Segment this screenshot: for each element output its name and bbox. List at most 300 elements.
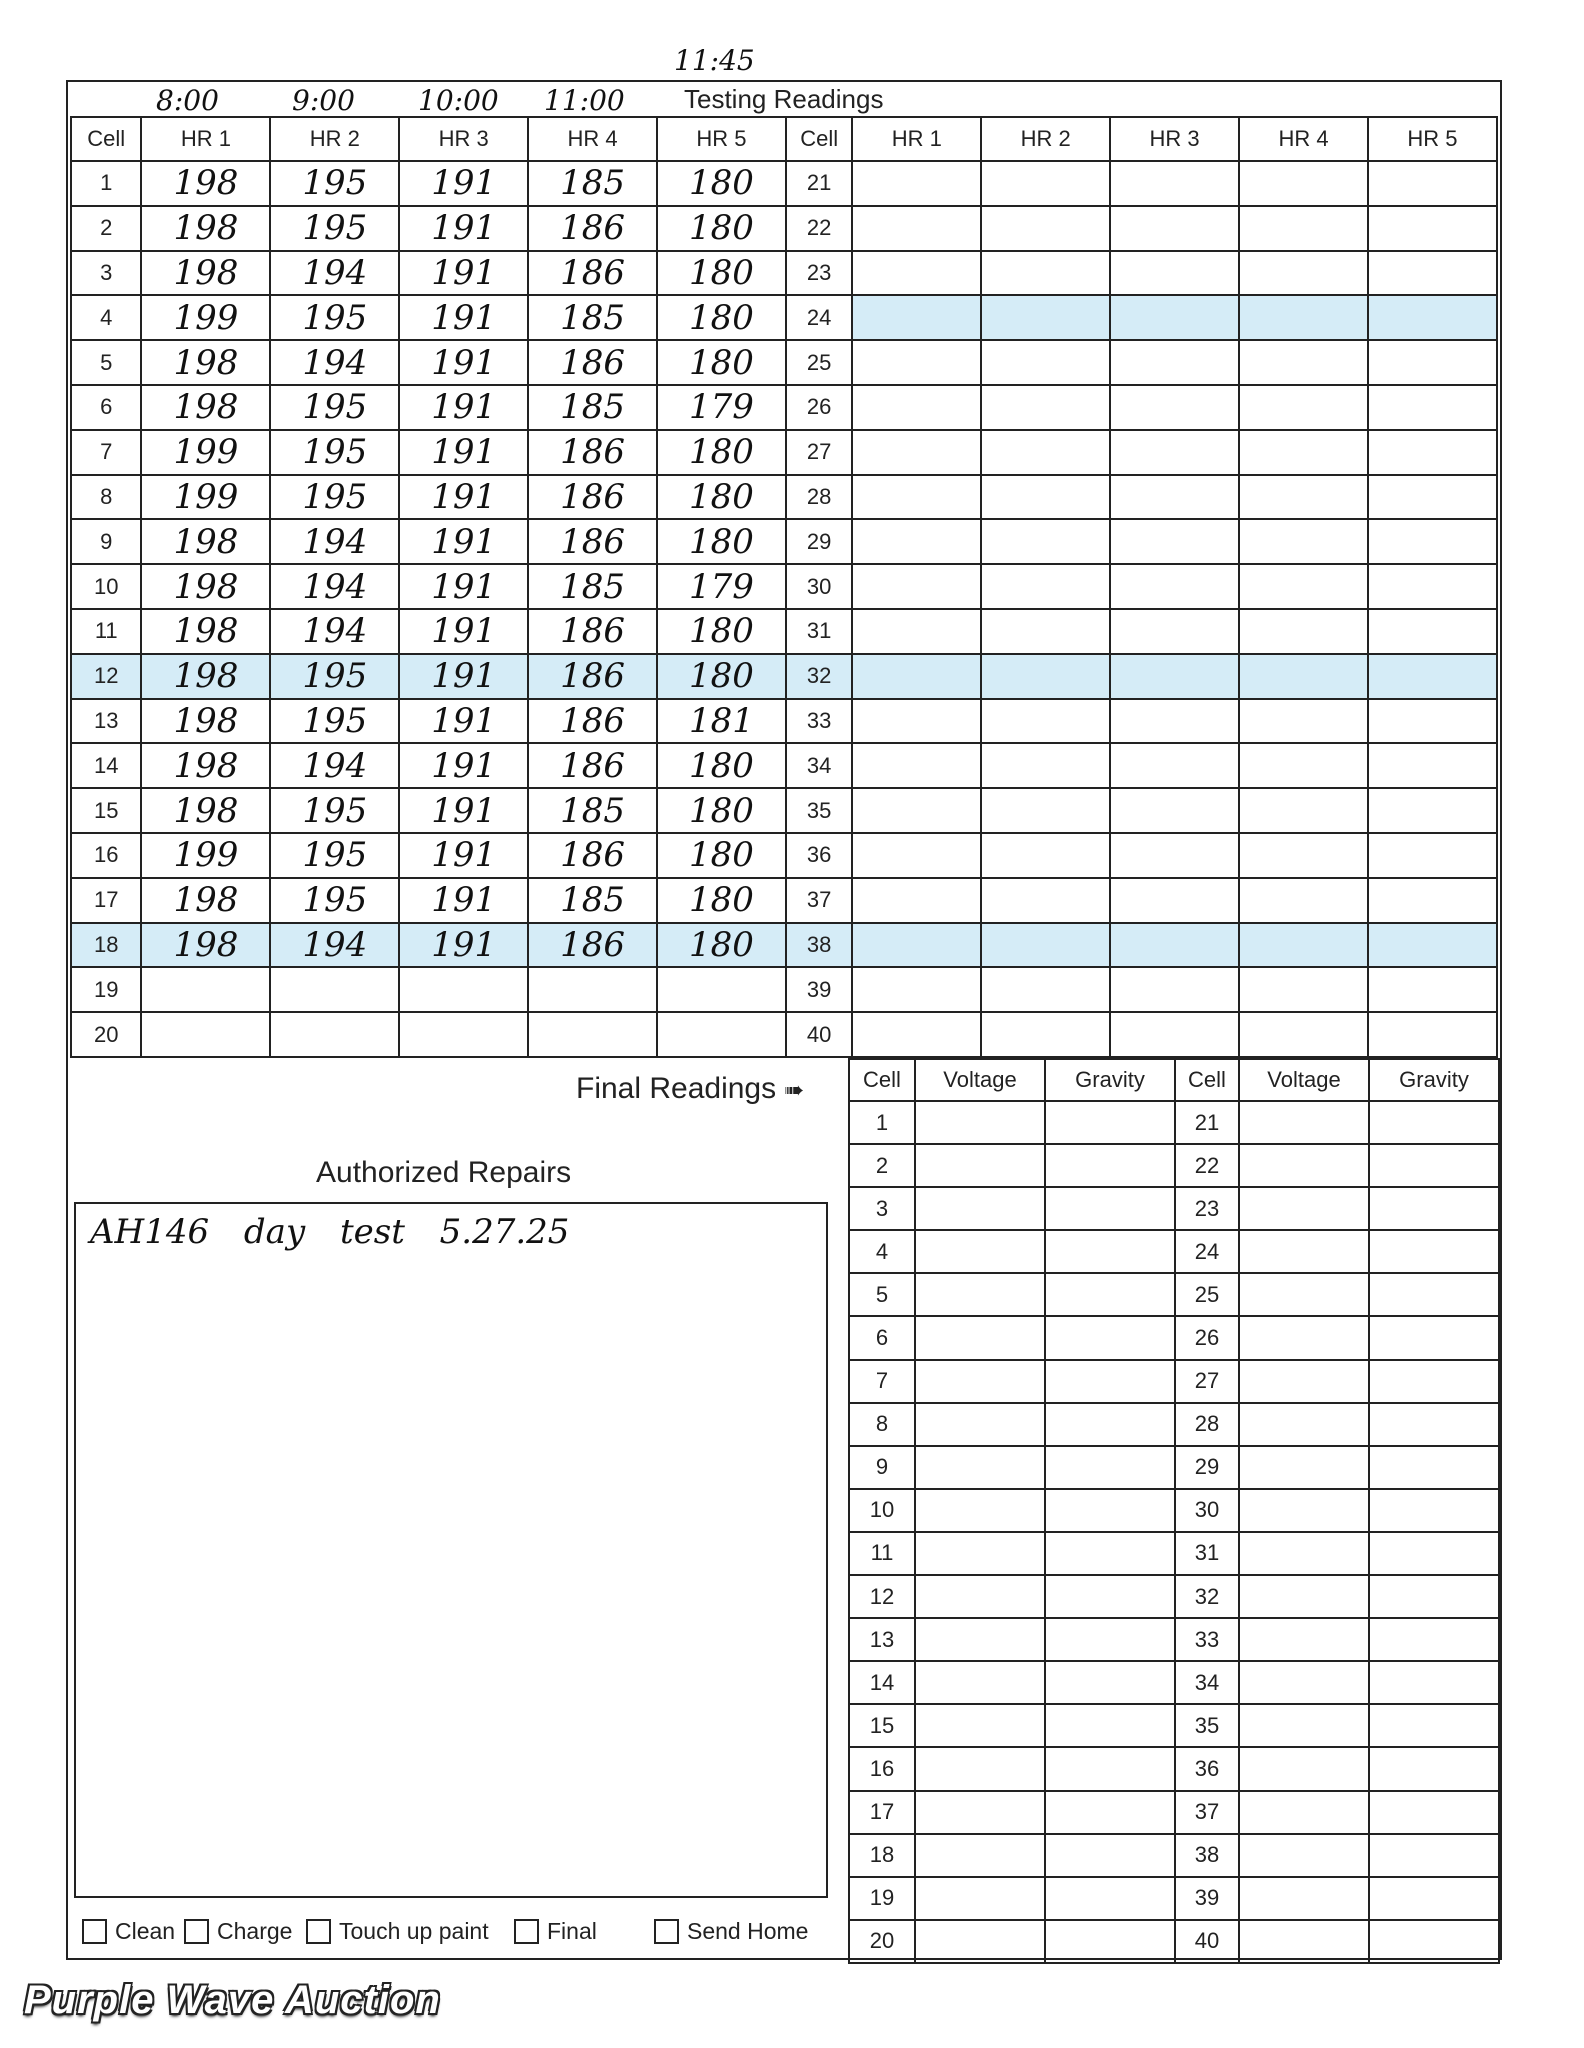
cell-number: 8 — [71, 475, 141, 520]
cell-number: 24 — [1175, 1230, 1239, 1273]
gravity-cell — [1045, 1575, 1175, 1618]
table-row — [849, 1360, 1499, 1403]
reading-value: 194 — [270, 609, 399, 654]
reading-value: 198 — [141, 743, 270, 788]
empty-reading — [852, 206, 981, 251]
empty-reading — [1110, 788, 1239, 833]
column-header: HR 1 — [852, 117, 981, 161]
gravity-cell — [1369, 1532, 1499, 1575]
reading-value: 180 — [657, 923, 786, 968]
empty-reading — [1239, 967, 1368, 1012]
table-row — [849, 1618, 1499, 1661]
voltage-cell — [1239, 1618, 1369, 1661]
voltage-cell — [915, 1360, 1045, 1403]
time-hr1: 8:00 — [156, 84, 219, 117]
table-row — [849, 1920, 1499, 1963]
empty-reading — [852, 340, 981, 385]
empty-reading — [852, 609, 981, 654]
cell-number: 14 — [849, 1661, 915, 1704]
cell-number: 16 — [849, 1747, 915, 1790]
voltage-cell — [1239, 1273, 1369, 1316]
empty-reading — [1110, 878, 1239, 923]
empty-reading — [1110, 654, 1239, 699]
cell-number: 38 — [1175, 1834, 1239, 1877]
reading-value: 198 — [141, 564, 270, 609]
column-header: Cell — [1175, 1059, 1239, 1101]
empty-reading — [1239, 609, 1368, 654]
column-header: HR 5 — [657, 117, 786, 161]
reading-value: 191 — [399, 519, 528, 564]
checkbox-send-home[interactable] — [654, 1918, 808, 1945]
voltage-cell — [1239, 1187, 1369, 1230]
voltage-cell — [915, 1618, 1045, 1661]
cell-number: 11 — [71, 609, 141, 654]
voltage-cell — [1239, 1575, 1369, 1618]
empty-reading — [981, 654, 1110, 699]
reading-value — [399, 967, 528, 1012]
table-row — [71, 788, 1497, 833]
empty-reading — [1368, 878, 1497, 923]
table-row — [849, 1144, 1499, 1187]
empty-reading — [1368, 923, 1497, 968]
table-row — [849, 1101, 1499, 1144]
column-header: Voltage — [1239, 1059, 1369, 1101]
voltage-cell — [915, 1403, 1045, 1446]
voltage-cell — [1239, 1446, 1369, 1489]
empty-reading — [1368, 519, 1497, 564]
checkbox-square-icon[interactable] — [82, 1919, 107, 1944]
reading-value: 191 — [399, 654, 528, 699]
empty-reading — [1368, 609, 1497, 654]
checkbox-label: Final — [547, 1918, 597, 1944]
empty-reading — [852, 878, 981, 923]
empty-reading — [1239, 340, 1368, 385]
column-header: Cell — [786, 117, 852, 161]
empty-reading — [1368, 430, 1497, 475]
empty-reading — [1239, 878, 1368, 923]
gravity-cell — [1045, 1618, 1175, 1661]
column-header: Cell — [849, 1059, 915, 1101]
checkbox-square-icon[interactable] — [306, 1919, 331, 1944]
gravity-cell — [1045, 1747, 1175, 1790]
cell-number: 30 — [1175, 1489, 1239, 1532]
reading-value: 194 — [270, 743, 399, 788]
final-header-row — [849, 1059, 1499, 1101]
reading-value: 181 — [657, 699, 786, 744]
table-row — [71, 878, 1497, 923]
voltage-cell — [915, 1101, 1045, 1144]
empty-reading — [981, 161, 1110, 206]
gravity-cell — [1045, 1403, 1175, 1446]
empty-reading — [1368, 340, 1497, 385]
empty-reading — [1368, 833, 1497, 878]
empty-reading — [981, 878, 1110, 923]
authorized-repairs-box — [74, 1202, 828, 1898]
cell-number: 15 — [849, 1704, 915, 1747]
cell-number: 2 — [849, 1144, 915, 1187]
testing-readings-title: Testing Readings — [684, 84, 884, 114]
voltage-cell — [915, 1834, 1045, 1877]
reading-value: 194 — [270, 519, 399, 564]
reading-value — [399, 1012, 528, 1057]
time-hr3: 10:00 — [418, 84, 499, 117]
empty-reading — [1110, 475, 1239, 520]
reading-value: 186 — [528, 251, 657, 296]
empty-reading — [852, 833, 981, 878]
voltage-cell — [1239, 1834, 1369, 1877]
table-row — [71, 295, 1497, 340]
empty-reading — [1368, 161, 1497, 206]
table-row — [71, 1012, 1497, 1057]
reading-value: 180 — [657, 340, 786, 385]
empty-reading — [852, 654, 981, 699]
reading-value: 180 — [657, 788, 786, 833]
empty-reading — [852, 743, 981, 788]
reading-value: 195 — [270, 430, 399, 475]
checkbox-square-icon[interactable] — [654, 1919, 679, 1944]
final-readings-label: Final Readings — [576, 1072, 777, 1105]
voltage-cell — [915, 1575, 1045, 1618]
reading-value: 185 — [528, 878, 657, 923]
checkbox-square-icon[interactable] — [514, 1919, 539, 1944]
empty-reading — [1368, 654, 1497, 699]
time-hr4: 11:00 — [544, 84, 625, 117]
empty-reading — [1110, 430, 1239, 475]
reading-value: 195 — [270, 295, 399, 340]
checkbox-clean[interactable] — [82, 1918, 175, 1945]
empty-reading — [852, 430, 981, 475]
empty-reading — [981, 1012, 1110, 1057]
empty-reading — [981, 609, 1110, 654]
empty-reading — [1110, 923, 1239, 968]
reading-value: 191 — [399, 206, 528, 251]
cell-number: 23 — [786, 251, 852, 296]
reading-value: 185 — [528, 788, 657, 833]
gravity-cell — [1369, 1618, 1499, 1661]
voltage-cell — [915, 1230, 1045, 1273]
checkbox-charge[interactable] — [184, 1918, 292, 1945]
gravity-cell — [1369, 1920, 1499, 1963]
reading-value: 191 — [399, 385, 528, 430]
reading-value: 180 — [657, 206, 786, 251]
reading-value: 186 — [528, 833, 657, 878]
reading-value — [141, 967, 270, 1012]
empty-reading — [852, 385, 981, 430]
cell-number: 12 — [849, 1575, 915, 1618]
gravity-cell — [1045, 1877, 1175, 1920]
reading-value: 191 — [399, 161, 528, 206]
cell-number: 31 — [786, 609, 852, 654]
empty-reading — [981, 833, 1110, 878]
empty-reading — [1110, 340, 1239, 385]
gravity-cell — [1369, 1489, 1499, 1532]
testing-readings-table — [70, 116, 1498, 1058]
reading-value: 194 — [270, 923, 399, 968]
reading-value: 199 — [141, 833, 270, 878]
table-row — [849, 1747, 1499, 1790]
reading-value: 199 — [141, 475, 270, 520]
reading-value: 185 — [528, 295, 657, 340]
time-header-row — [68, 82, 1500, 117]
reading-value — [270, 1012, 399, 1057]
empty-reading — [1239, 654, 1368, 699]
gravity-cell — [1045, 1791, 1175, 1834]
gravity-cell — [1369, 1834, 1499, 1877]
empty-reading — [1368, 967, 1497, 1012]
checkbox-label: Clean — [115, 1918, 176, 1944]
cell-number: 34 — [786, 743, 852, 788]
cell-number: 25 — [1175, 1273, 1239, 1316]
gravity-cell — [1369, 1360, 1499, 1403]
column-header: HR 5 — [1368, 117, 1497, 161]
cell-number: 2 — [71, 206, 141, 251]
gravity-cell — [1369, 1704, 1499, 1747]
reading-value: 191 — [399, 878, 528, 923]
reading-value: 191 — [399, 788, 528, 833]
reading-value: 198 — [141, 519, 270, 564]
cell-number: 21 — [786, 161, 852, 206]
cell-number: 36 — [1175, 1747, 1239, 1790]
reading-value: 194 — [270, 564, 399, 609]
voltage-cell — [915, 1144, 1045, 1187]
repairs-note: AH146 day test 5.27.25 — [90, 1212, 570, 1252]
table-row — [849, 1230, 1499, 1273]
empty-reading — [1110, 833, 1239, 878]
cell-number: 3 — [849, 1187, 915, 1230]
gravity-cell — [1369, 1446, 1499, 1489]
cell-number: 12 — [71, 654, 141, 699]
checkbox-square-icon[interactable] — [184, 1919, 209, 1944]
empty-reading — [1239, 743, 1368, 788]
voltage-cell — [915, 1316, 1045, 1359]
empty-reading — [981, 385, 1110, 430]
cell-number: 10 — [71, 564, 141, 609]
empty-reading — [1368, 1012, 1497, 1057]
gravity-cell — [1045, 1834, 1175, 1877]
reading-value: 191 — [399, 475, 528, 520]
empty-reading — [1110, 251, 1239, 296]
empty-reading — [1368, 475, 1497, 520]
gravity-cell — [1369, 1187, 1499, 1230]
column-header: HR 2 — [981, 117, 1110, 161]
cell-number: 40 — [786, 1012, 852, 1057]
gravity-cell — [1045, 1101, 1175, 1144]
column-header: HR 4 — [528, 117, 657, 161]
empty-reading — [981, 206, 1110, 251]
empty-reading — [1239, 1012, 1368, 1057]
cell-number: 32 — [1175, 1575, 1239, 1618]
voltage-cell — [1239, 1920, 1369, 1963]
cell-number: 9 — [849, 1446, 915, 1489]
voltage-cell — [1239, 1704, 1369, 1747]
reading-value: 180 — [657, 519, 786, 564]
reading-value: 198 — [141, 699, 270, 744]
gravity-cell — [1045, 1144, 1175, 1187]
empty-reading — [1368, 251, 1497, 296]
reading-value: 199 — [141, 430, 270, 475]
reading-value: 195 — [270, 654, 399, 699]
reading-value: 198 — [141, 654, 270, 699]
voltage-cell — [915, 1661, 1045, 1704]
reading-value: 185 — [528, 385, 657, 430]
watermark: Purple Wave Auction — [24, 1978, 441, 2022]
empty-reading — [1110, 699, 1239, 744]
reading-value: 180 — [657, 878, 786, 923]
empty-reading — [852, 161, 981, 206]
battery-test-sheet — [66, 44, 1502, 1960]
final-readings-table — [848, 1058, 1500, 1964]
empty-reading — [981, 699, 1110, 744]
empty-reading — [852, 699, 981, 744]
cell-number: 30 — [786, 564, 852, 609]
empty-reading — [1368, 385, 1497, 430]
cell-number: 17 — [849, 1791, 915, 1834]
empty-reading — [1239, 430, 1368, 475]
voltage-cell — [1239, 1661, 1369, 1704]
table-row — [849, 1877, 1499, 1920]
reading-value: 191 — [399, 923, 528, 968]
voltage-cell — [915, 1704, 1045, 1747]
empty-reading — [981, 295, 1110, 340]
column-header: HR 2 — [270, 117, 399, 161]
table-row — [849, 1403, 1499, 1446]
gravity-cell — [1045, 1230, 1175, 1273]
gravity-cell — [1369, 1747, 1499, 1790]
cell-number: 32 — [786, 654, 852, 699]
empty-reading — [852, 475, 981, 520]
empty-reading — [852, 967, 981, 1012]
cell-number: 17 — [71, 878, 141, 923]
reading-value — [657, 967, 786, 1012]
column-header: HR 4 — [1239, 117, 1368, 161]
empty-reading — [852, 295, 981, 340]
voltage-cell — [1239, 1316, 1369, 1359]
empty-reading — [1368, 699, 1497, 744]
empty-reading — [1110, 519, 1239, 564]
reading-value: 186 — [528, 699, 657, 744]
table-row — [849, 1704, 1499, 1747]
reading-value: 195 — [270, 206, 399, 251]
cell-number: 20 — [849, 1920, 915, 1963]
reading-value: 186 — [528, 923, 657, 968]
reading-value — [528, 967, 657, 1012]
empty-reading — [1368, 295, 1497, 340]
cell-number: 7 — [849, 1360, 915, 1403]
empty-reading — [852, 788, 981, 833]
reading-value: 179 — [657, 385, 786, 430]
empty-reading — [1110, 609, 1239, 654]
time-hr2: 9:00 — [292, 84, 355, 117]
cell-number: 26 — [786, 385, 852, 430]
empty-reading — [1239, 923, 1368, 968]
column-header: Gravity — [1045, 1059, 1175, 1101]
gravity-cell — [1369, 1101, 1499, 1144]
gravity-cell — [1369, 1791, 1499, 1834]
empty-reading — [1368, 743, 1497, 788]
checkbox-final[interactable] — [514, 1918, 597, 1945]
voltage-cell — [915, 1489, 1045, 1532]
empty-reading — [981, 967, 1110, 1012]
table-row — [71, 564, 1497, 609]
reading-value — [657, 1012, 786, 1057]
cell-number: 36 — [786, 833, 852, 878]
empty-reading — [981, 743, 1110, 788]
gravity-cell — [1369, 1575, 1499, 1618]
table-row — [71, 743, 1497, 788]
voltage-cell — [915, 1532, 1045, 1575]
gravity-cell — [1045, 1316, 1175, 1359]
cell-number: 37 — [1175, 1791, 1239, 1834]
empty-reading — [1239, 519, 1368, 564]
empty-reading — [1239, 385, 1368, 430]
table-row — [849, 1532, 1499, 1575]
cell-number: 21 — [1175, 1101, 1239, 1144]
voltage-cell — [1239, 1877, 1369, 1920]
gravity-cell — [1369, 1316, 1499, 1359]
reading-value: 198 — [141, 251, 270, 296]
reading-value: 180 — [657, 475, 786, 520]
empty-reading — [1239, 788, 1368, 833]
empty-reading — [1110, 967, 1239, 1012]
cell-number: 29 — [786, 519, 852, 564]
table-row — [849, 1316, 1499, 1359]
voltage-cell — [915, 1446, 1045, 1489]
cell-number: 37 — [786, 878, 852, 923]
reading-value: 198 — [141, 340, 270, 385]
cell-number: 13 — [849, 1618, 915, 1661]
arrow-right-icon: ➠ — [784, 1077, 805, 1104]
reading-value: 191 — [399, 609, 528, 654]
table-row — [71, 654, 1497, 699]
empty-reading — [1239, 161, 1368, 206]
reading-value: 180 — [657, 251, 786, 296]
empty-reading — [1110, 385, 1239, 430]
checkbox-touch-up-paint[interactable] — [306, 1918, 489, 1945]
cell-number: 38 — [786, 923, 852, 968]
testing-header-row — [71, 117, 1497, 161]
reading-value: 195 — [270, 878, 399, 923]
voltage-cell — [1239, 1144, 1369, 1187]
reading-value: 180 — [657, 430, 786, 475]
reading-value: 198 — [141, 609, 270, 654]
table-row — [71, 430, 1497, 475]
table-row — [849, 1489, 1499, 1532]
table-row — [71, 967, 1497, 1012]
reading-value: 199 — [141, 295, 270, 340]
table-row — [849, 1446, 1499, 1489]
empty-reading — [1239, 564, 1368, 609]
reading-value: 179 — [657, 564, 786, 609]
voltage-cell — [1239, 1747, 1369, 1790]
reading-value: 186 — [528, 609, 657, 654]
reading-value: 186 — [528, 340, 657, 385]
column-header: Voltage — [915, 1059, 1045, 1101]
cell-number: 19 — [849, 1877, 915, 1920]
cell-number: 10 — [849, 1489, 915, 1532]
gravity-cell — [1369, 1273, 1499, 1316]
empty-reading — [1110, 295, 1239, 340]
reading-value: 180 — [657, 609, 786, 654]
empty-reading — [1110, 564, 1239, 609]
cell-number: 4 — [849, 1230, 915, 1273]
voltage-cell — [915, 1920, 1045, 1963]
gravity-cell — [1045, 1704, 1175, 1747]
table-row — [71, 206, 1497, 251]
table-row — [71, 475, 1497, 520]
empty-reading — [1110, 743, 1239, 788]
cell-number: 31 — [1175, 1532, 1239, 1575]
cell-number: 24 — [786, 295, 852, 340]
